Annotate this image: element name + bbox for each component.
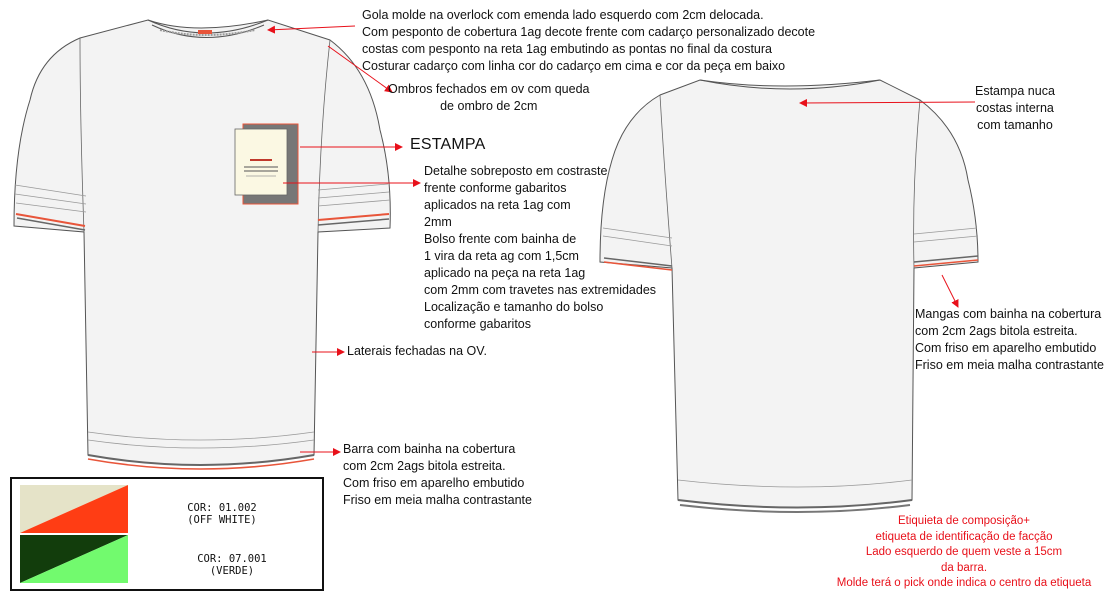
legend-color-name: (OFF WHITE): [187, 514, 257, 526]
note-nuca-line: costas interna: [976, 101, 1054, 115]
note-gola-line: Com pesponto de cobertura 1ag decote frente com cadarço personalizado decote: [362, 25, 816, 39]
back-body: [600, 80, 978, 508]
back-tshirt: [600, 80, 978, 512]
legend-code: COR: 07.001: [197, 553, 267, 565]
note-mangas: [915, 306, 1104, 374]
legend-color-name: (VERDE): [209, 565, 255, 577]
note-detalhe: [424, 163, 656, 333]
note-detalhe-line: Detalhe sobreposto em costraste: [424, 164, 608, 178]
note-gola-line: Gola molde na overlock com emenda lado esquerdo com 2cm delocada.: [362, 8, 764, 22]
swatch-off-white: [20, 485, 128, 533]
note-detalhe-line: 1 vira da reta ag com 1,5cm: [424, 249, 579, 263]
note-nuca-line: Estampa nuca: [975, 84, 1055, 98]
note-etiqueta-line: Molde terá o pick onde indica o centro da etiqueta: [836, 577, 1092, 589]
swatch-verde: [20, 535, 128, 583]
note-etiqueta-line: Etiquieta de composição+: [897, 515, 1030, 527]
note-estampa: ESTAMPA: [410, 136, 486, 153]
note-laterais: Laterais fechadas na OV.: [347, 344, 487, 358]
front-tshirt: [14, 20, 390, 469]
note-etiqueta-line: Lado esquerdo de quem veste a 15cm: [865, 546, 1063, 558]
note-ombros-line: Ombros fechados em ov com queda: [388, 82, 590, 96]
note-mangas-line: Friso em meia malha contrastante: [915, 358, 1104, 372]
note-barra-line: Friso em meia malha contrastante: [343, 493, 532, 507]
note-barra-line: Com friso em aparelho embutido: [343, 476, 525, 490]
note-gola-line: costas com pesponto na reta 1ag embutindo as pontas no final da costura: [362, 42, 772, 56]
note-barra-line: Barra com bainha na cobertura: [343, 442, 516, 456]
note-mangas-line: Com friso em aparelho embutido: [915, 341, 1097, 355]
note-detalhe-line: com 2mm com travetes nas extremidades: [424, 283, 657, 297]
note-nuca-line: com tamanho: [977, 118, 1053, 132]
note-mangas-line: Mangas com bainha na cobertura: [915, 307, 1102, 321]
note-ombros-line: de ombro de 2cm: [440, 99, 538, 113]
note-detalhe-line: frente conforme gabaritos: [424, 181, 567, 195]
legend-code: COR: 01.002: [187, 502, 257, 514]
note-barra: [343, 441, 532, 509]
pocket-print-patch: [235, 129, 287, 195]
note-barra-line: com 2cm 2ags bitola estreita.: [343, 459, 506, 473]
note-etiqueta-line: etiqueta de identificação de facção: [875, 530, 1053, 543]
legend-item-verde: [172, 553, 292, 577]
note-mangas-line: com 2cm 2ags bitola estreita.: [915, 324, 1078, 338]
arrow-mangas: [942, 275, 958, 307]
note-detalhe-line: aplicado na peça na reta 1ag: [424, 266, 586, 280]
note-detalhe-line: Localização e tamanho do bolso: [424, 300, 604, 314]
note-detalhe-line: aplicados na reta 1ag com: [424, 198, 571, 212]
note-gola: [362, 7, 815, 75]
note-detalhe-line: Bolso frente com bainha de: [424, 232, 577, 246]
note-etiqueta-line: da barra.: [940, 561, 988, 574]
note-etiqueta: [822, 514, 1106, 592]
note-nuca: [975, 83, 1055, 134]
legend-item-off-white: [162, 502, 282, 526]
note-detalhe-line: conforme gabaritos: [424, 317, 532, 331]
color-legend: [10, 477, 324, 591]
note-ombros: [388, 81, 590, 115]
note-gola-line: Costurar cadarço com linha cor do cadarço em cima e cor da peça em baixo: [362, 59, 786, 73]
note-detalhe-line: 2mm: [424, 215, 452, 229]
front-body: [14, 20, 390, 465]
front-collar-label: [198, 30, 212, 34]
